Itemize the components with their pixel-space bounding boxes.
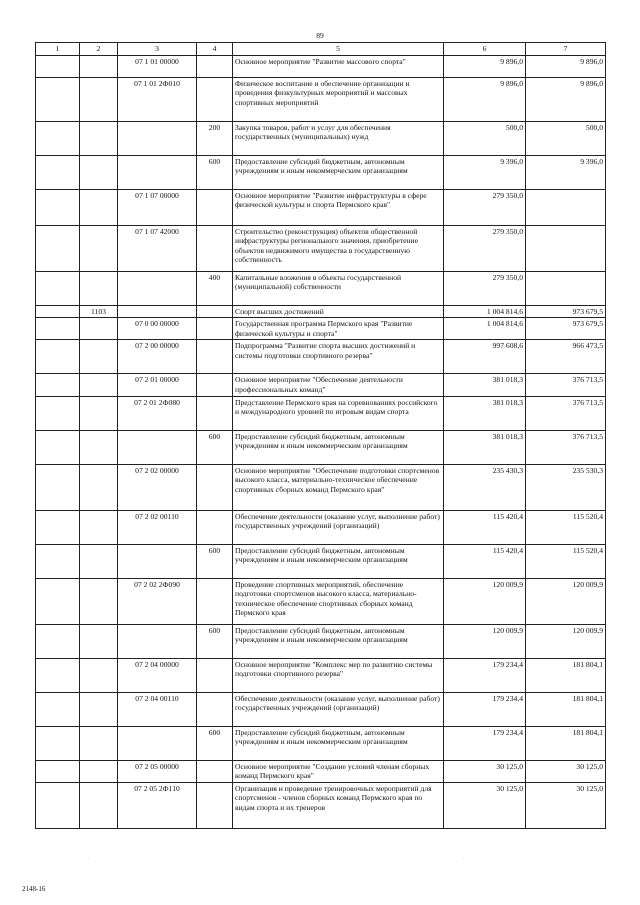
table-cell: 07 2 00 00000 bbox=[118, 340, 197, 374]
table-body bbox=[36, 55, 606, 828]
table-row bbox=[36, 305, 606, 318]
table-cell bbox=[118, 271, 197, 305]
table-cell bbox=[36, 396, 80, 430]
table-cell: 30 125,0 bbox=[444, 760, 526, 782]
table-cell: 179 234,4 bbox=[444, 658, 526, 692]
table-row bbox=[36, 658, 606, 692]
header-cell: 7 bbox=[526, 43, 606, 56]
table-row bbox=[36, 578, 606, 624]
table-cell: 115 520,4 bbox=[526, 510, 606, 544]
table-row bbox=[36, 510, 606, 544]
table-cell bbox=[80, 726, 118, 760]
table-cell bbox=[80, 374, 118, 396]
table-cell: 9 396,0 bbox=[444, 155, 526, 189]
table-cell: 235 430,3 bbox=[444, 464, 526, 510]
table-cell: Обеспечение деятельности (оказание услуг, выполнение работ) государственных учреждений (организаций) bbox=[233, 510, 444, 544]
table-cell bbox=[118, 430, 197, 464]
table-cell bbox=[80, 189, 118, 225]
table-cell: Предоставление субсидий бюджетным, автономным учреждениям и иным некоммерческим организациям bbox=[233, 155, 444, 189]
table-cell: 279 350,0 bbox=[444, 225, 526, 271]
table-cell bbox=[80, 55, 118, 77]
document-code: 2148-16 bbox=[22, 885, 46, 893]
table-row bbox=[36, 692, 606, 726]
scan-mark: · bbox=[462, 856, 464, 862]
table-cell: Строительство (реконструкция) объектов общественной инфраструктуры регионального значения, приобретение объектов недвижимого имущества в государственную собственность bbox=[233, 225, 444, 271]
table-cell bbox=[80, 510, 118, 544]
table-cell bbox=[197, 55, 233, 77]
table-cell: 9 896,0 bbox=[526, 77, 606, 121]
table-row bbox=[36, 544, 606, 578]
table-cell: Основное мероприятие "Обеспечение подготовки спортсменов высокого класса, материально-техническое обеспечение спортивных сборных команд Пермского края" bbox=[233, 464, 444, 510]
table-cell bbox=[197, 77, 233, 121]
table-cell: 600 bbox=[197, 155, 233, 189]
table-cell: 200 bbox=[197, 121, 233, 155]
table-cell: Предоставление субсидий бюджетным, автономным учреждениям и иным некоммерческим организациям bbox=[233, 726, 444, 760]
table-cell bbox=[36, 544, 80, 578]
table-cell: 07 1 07 42000 bbox=[118, 225, 197, 271]
table-cell bbox=[36, 624, 80, 658]
table-cell bbox=[36, 658, 80, 692]
table-cell: 376 713,5 bbox=[526, 396, 606, 430]
table-cell bbox=[36, 692, 80, 726]
table-cell bbox=[80, 782, 118, 828]
table-cell: 115 420,4 bbox=[444, 510, 526, 544]
table-cell: 500,0 bbox=[526, 121, 606, 155]
table-cell: Спорт высших достижений bbox=[233, 305, 444, 318]
table-cell bbox=[36, 77, 80, 121]
table-cell bbox=[36, 55, 80, 77]
table-row bbox=[36, 624, 606, 658]
table-cell: 120 009,9 bbox=[444, 578, 526, 624]
table-cell bbox=[197, 760, 233, 782]
table-cell bbox=[36, 782, 80, 828]
table-cell bbox=[36, 121, 80, 155]
table-cell: 179 234,4 bbox=[444, 692, 526, 726]
table-row bbox=[36, 77, 606, 121]
table-cell: 376 713,5 bbox=[526, 374, 606, 396]
table-row bbox=[36, 782, 606, 828]
table-row bbox=[36, 189, 606, 225]
table-cell: 600 bbox=[197, 624, 233, 658]
table-cell: 07 2 05 00000 bbox=[118, 760, 197, 782]
table-cell: Организация и проведение тренировочных мероприятий для спортсменов - членов сборных команд Пермского края по видам спорта и их тренеров bbox=[233, 782, 444, 828]
table-cell: 600 bbox=[197, 544, 233, 578]
table-cell: 973 679,5 bbox=[526, 318, 606, 340]
table-row bbox=[36, 464, 606, 510]
table-cell bbox=[118, 544, 197, 578]
table-cell bbox=[36, 318, 80, 340]
table-cell bbox=[118, 155, 197, 189]
table-row bbox=[36, 430, 606, 464]
table-cell: 07 1 07 00000 bbox=[118, 189, 197, 225]
table-cell: Закупка товаров, работ и услуг для обеспечения государственных (муниципальных) нужд bbox=[233, 121, 444, 155]
table-cell bbox=[36, 510, 80, 544]
table-cell: 30 125,0 bbox=[526, 760, 606, 782]
table-cell: 07 2 04 00110 bbox=[118, 692, 197, 726]
table-cell: Предоставление субсидий бюджетным, автономным учреждениям и иным некоммерческим организациям bbox=[233, 430, 444, 464]
table-cell: Предоставление субсидий бюджетным, автономным учреждениям и иным некоммерческим организациям bbox=[233, 624, 444, 658]
table-cell bbox=[197, 578, 233, 624]
table-cell: Капитальные вложения в объекты государственной (муниципальной) собственности bbox=[233, 271, 444, 305]
table-cell: 381 018,3 bbox=[444, 374, 526, 396]
table-cell: 600 bbox=[197, 430, 233, 464]
table-row bbox=[36, 318, 606, 340]
header-row bbox=[36, 43, 606, 56]
table-cell: 381 018,3 bbox=[444, 430, 526, 464]
table-cell: 07 0 00 00000 bbox=[118, 318, 197, 340]
table-cell bbox=[80, 155, 118, 189]
header-cell: 3 bbox=[118, 43, 197, 56]
table-cell: 1 004 814,6 bbox=[444, 318, 526, 340]
table-cell bbox=[36, 155, 80, 189]
table-cell: 966 473,5 bbox=[526, 340, 606, 374]
table-cell: 07 2 04 00000 bbox=[118, 658, 197, 692]
table-cell: 07 2 01 00000 bbox=[118, 374, 197, 396]
table-cell bbox=[197, 318, 233, 340]
header-cell: 1 bbox=[36, 43, 80, 56]
table-cell bbox=[118, 726, 197, 760]
table-cell bbox=[36, 464, 80, 510]
table-cell bbox=[80, 396, 118, 430]
table-cell: 179 234,4 bbox=[444, 726, 526, 760]
table-cell bbox=[526, 271, 606, 305]
table-cell bbox=[80, 464, 118, 510]
table-cell: Физическое воспитание и обеспечение организации и проведения физкультурных мероприятий и массовых спортивных мероприятий bbox=[233, 77, 444, 121]
table-cell: 381 018,3 bbox=[444, 396, 526, 430]
table-cell: 1103 bbox=[80, 305, 118, 318]
table-cell bbox=[80, 760, 118, 782]
table-cell: 9 896,0 bbox=[444, 55, 526, 77]
table-cell: 400 bbox=[197, 271, 233, 305]
table-cell bbox=[80, 658, 118, 692]
table-cell: Предоставление субсидий бюджетным, автономным учреждениям и иным некоммерческим организациям bbox=[233, 544, 444, 578]
scan-mark: · bbox=[88, 856, 90, 862]
table-cell bbox=[197, 782, 233, 828]
table-cell: Основное мероприятие "Комплекс мер по развитию системы подготовки спортивного резерва" bbox=[233, 658, 444, 692]
table-cell: 07 2 02 2Ф090 bbox=[118, 578, 197, 624]
table-cell: Основное мероприятие "Развитие массового спорта" bbox=[233, 55, 444, 77]
table-cell: 30 125,0 bbox=[526, 782, 606, 828]
table-cell bbox=[36, 189, 80, 225]
table-cell bbox=[80, 318, 118, 340]
table-cell: 07 1 01 2Ф010 bbox=[118, 77, 197, 121]
table-cell: 235 530,3 bbox=[526, 464, 606, 510]
table-cell: Подпрограмма "Развитие спорта высших достижений и системы подготовки спортивного резерва" bbox=[233, 340, 444, 374]
table-cell: 500,0 bbox=[444, 121, 526, 155]
table-cell bbox=[80, 340, 118, 374]
table-cell: 279 350,0 bbox=[444, 189, 526, 225]
table-cell: 181 804,1 bbox=[526, 658, 606, 692]
table-cell: 120 009,9 bbox=[526, 624, 606, 658]
table-cell bbox=[80, 578, 118, 624]
table-cell: 115 420,4 bbox=[444, 544, 526, 578]
table-cell bbox=[80, 77, 118, 121]
table-cell bbox=[36, 271, 80, 305]
table-cell bbox=[80, 121, 118, 155]
table-cell bbox=[36, 225, 80, 271]
table-cell: 120 009,9 bbox=[526, 578, 606, 624]
table-cell: Основное мероприятие "Развитие инфраструктуры в сфере физической культуры и спорта Пермского края" bbox=[233, 189, 444, 225]
table-cell: 279 350,0 bbox=[444, 271, 526, 305]
table-cell: 115 520,4 bbox=[526, 544, 606, 578]
table-cell bbox=[197, 692, 233, 726]
table-cell bbox=[197, 658, 233, 692]
table-cell bbox=[80, 624, 118, 658]
table-cell bbox=[36, 340, 80, 374]
table-cell: 973 679,5 bbox=[526, 305, 606, 318]
table-cell bbox=[118, 121, 197, 155]
table-cell bbox=[197, 510, 233, 544]
table-row bbox=[36, 760, 606, 782]
header-cell: 2 bbox=[80, 43, 118, 56]
table-cell: 600 bbox=[197, 726, 233, 760]
table-cell bbox=[36, 760, 80, 782]
table-cell: 9 396,0 bbox=[526, 155, 606, 189]
table-cell: 376 713,5 bbox=[526, 430, 606, 464]
table-cell bbox=[80, 271, 118, 305]
table-cell bbox=[526, 225, 606, 271]
header-cell: 6 bbox=[444, 43, 526, 56]
table-cell: Государственная программа Пермского края "Развитие физической культуры и спорта" bbox=[233, 318, 444, 340]
table-row bbox=[36, 396, 606, 430]
table-cell bbox=[36, 430, 80, 464]
table-cell: 07 2 01 2Ф080 bbox=[118, 396, 197, 430]
table-cell: Проведение спортивных мероприятий, обеспечение подготовки спортсменов высокого класса, материально-техническое обеспечение спортивных сборных команд Пермского края bbox=[233, 578, 444, 624]
table-cell bbox=[526, 189, 606, 225]
table-cell bbox=[197, 340, 233, 374]
table-cell: 120 009,9 bbox=[444, 624, 526, 658]
table-row bbox=[36, 55, 606, 77]
table-cell bbox=[118, 305, 197, 318]
table-cell: Основное мероприятие "Создание условий членам сборных команд Пермского края" bbox=[233, 760, 444, 782]
table-cell: Обеспечение деятельности (оказание услуг, выполнение работ) государственных учреждений (организаций) bbox=[233, 692, 444, 726]
table-cell bbox=[197, 305, 233, 318]
table-row bbox=[36, 374, 606, 396]
table-cell bbox=[36, 305, 80, 318]
table-cell bbox=[197, 464, 233, 510]
header-cell: 4 bbox=[197, 43, 233, 56]
table-cell bbox=[197, 189, 233, 225]
table-cell bbox=[197, 374, 233, 396]
table-row bbox=[36, 340, 606, 374]
table-cell: Представление Пермского края на соревнованиях российского и международного уровней по игровым видам спорта bbox=[233, 396, 444, 430]
table-cell: 07 2 02 00110 bbox=[118, 510, 197, 544]
table-cell: 07 1 01 00000 bbox=[118, 55, 197, 77]
table-cell: Основное мероприятие "Обеспечение деятельности профессиональных команд" bbox=[233, 374, 444, 396]
table-cell bbox=[197, 396, 233, 430]
table-cell bbox=[36, 578, 80, 624]
table-row bbox=[36, 726, 606, 760]
table-cell: 997 608,6 bbox=[444, 340, 526, 374]
table-row bbox=[36, 155, 606, 189]
table-cell: 181 804,1 bbox=[526, 692, 606, 726]
table-cell bbox=[80, 225, 118, 271]
table-cell: 07 2 05 2Ф110 bbox=[118, 782, 197, 828]
table-cell bbox=[36, 726, 80, 760]
table-cell: 9 896,0 bbox=[444, 77, 526, 121]
budget-table bbox=[35, 42, 606, 829]
table-cell bbox=[80, 544, 118, 578]
table-row bbox=[36, 121, 606, 155]
table-cell: 181 804,1 bbox=[526, 726, 606, 760]
table-cell bbox=[197, 225, 233, 271]
table-row bbox=[36, 225, 606, 271]
table-cell bbox=[36, 374, 80, 396]
table-cell bbox=[80, 692, 118, 726]
header-cell: 5 bbox=[233, 43, 444, 56]
table-cell: 9 896,0 bbox=[526, 55, 606, 77]
table-cell: 07 2 02 00000 bbox=[118, 464, 197, 510]
table-cell: 30 125,0 bbox=[444, 782, 526, 828]
table-cell bbox=[118, 624, 197, 658]
table-row bbox=[36, 271, 606, 305]
page-number: 89 bbox=[316, 31, 324, 40]
table-cell bbox=[80, 430, 118, 464]
table-cell: 1 004 814,6 bbox=[444, 305, 526, 318]
